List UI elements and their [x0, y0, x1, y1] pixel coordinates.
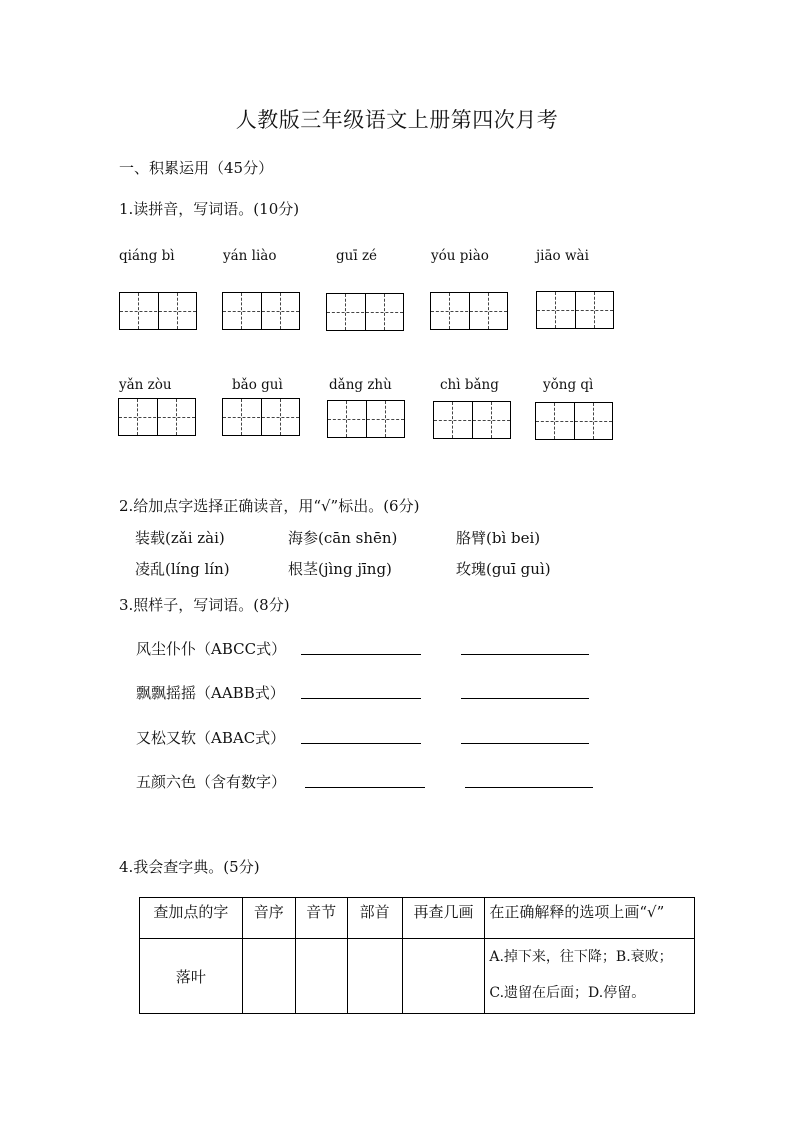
writing-grid-box[interactable]: [222, 292, 300, 330]
pinyin-label: dǎng zhù: [329, 377, 392, 393]
dictionary-table: [139, 897, 695, 1014]
question-2-heading: 2.给加点字选择正确读音，用“√”标出。(6分): [119, 497, 420, 515]
answer-line[interactable]: [301, 743, 421, 744]
table-header: 再查几画: [402, 898, 485, 939]
sample-word: 五颜六色（含有数字）: [136, 773, 287, 791]
answer-line[interactable]: [461, 698, 589, 699]
sample-word: 又松又软（ABAC式）: [136, 729, 286, 747]
answer-line[interactable]: [305, 787, 425, 788]
reading-option[interactable]: 玫瑰(guī guì): [456, 560, 551, 578]
table-row: [140, 939, 695, 1014]
table-header: 查加点的字: [140, 898, 243, 939]
answer-line[interactable]: [301, 698, 421, 699]
reading-option[interactable]: 根茎(jìng jīng): [288, 560, 392, 578]
writing-grid-box[interactable]: [433, 401, 511, 439]
answer-line[interactable]: [465, 787, 593, 788]
table-header: 在正确解释的选项上画“√”: [485, 898, 695, 939]
question-3-heading: 3.照样子，写词语。(8分): [119, 596, 290, 614]
writing-grid-box[interactable]: [327, 400, 405, 438]
pinyin-label: yóu piào: [431, 248, 489, 264]
writing-grid-box[interactable]: [118, 398, 196, 436]
answer-line[interactable]: [461, 654, 589, 655]
reading-option[interactable]: 胳臂(bì bei): [456, 529, 541, 547]
writing-grid-box[interactable]: [222, 398, 300, 436]
reading-option[interactable]: 凌乱(líng lín): [135, 560, 230, 578]
pinyin-label: yǒng qì: [543, 377, 594, 393]
pinyin-label: jiāo wài: [536, 248, 589, 264]
answer-cell-yinxu[interactable]: [242, 939, 295, 1014]
page-title: 人教版三年级语文上册第四次月考: [235, 108, 559, 132]
table-header: 音节: [295, 898, 347, 939]
lookup-word: 落叶: [140, 939, 243, 1014]
answer-line[interactable]: [461, 743, 589, 744]
answer-cell-yinjie[interactable]: [295, 939, 347, 1014]
reading-option[interactable]: 海参(cān shēn): [288, 529, 398, 547]
table-header-row: [140, 898, 695, 939]
writing-grid-box[interactable]: [536, 291, 614, 329]
sample-word: 风尘仆仆（ABCC式）: [136, 640, 287, 658]
writing-grid-box[interactable]: [119, 292, 197, 330]
reading-option[interactable]: 装载(zǎi zài): [135, 529, 225, 547]
writing-grid-box[interactable]: [326, 293, 404, 331]
sample-word: 飘飘摇摇（AABB式）: [136, 684, 285, 702]
answer-line[interactable]: [301, 654, 421, 655]
section-heading: 一、积累运用（45分）: [119, 159, 274, 177]
table-header: 部首: [347, 898, 402, 939]
question-1-heading: 1.读拼音，写词语。(10分): [119, 200, 300, 218]
pinyin-label: chì bǎng: [440, 377, 499, 393]
question-4-heading: 4.我会查字典。(5分): [119, 858, 260, 876]
meaning-options[interactable]: [485, 939, 695, 1014]
answer-cell-bushou[interactable]: [347, 939, 402, 1014]
pinyin-label: yǎn zòu: [119, 377, 172, 393]
table-header: 音序: [242, 898, 295, 939]
pinyin-label: guī zé: [336, 248, 378, 264]
pinyin-label: bǎo guì: [232, 377, 283, 393]
answer-cell-bihua[interactable]: [402, 939, 485, 1014]
pinyin-label: yán liào: [223, 248, 277, 264]
writing-grid-box[interactable]: [535, 402, 613, 440]
pinyin-label: qiáng bì: [119, 248, 175, 264]
writing-grid-box[interactable]: [430, 292, 508, 330]
meaning-option-ab[interactable]: A.掉下来，往下降；B.衰败；: [489, 949, 673, 965]
meaning-option-cd[interactable]: C.遗留在后面；D.停留。: [489, 985, 646, 1001]
